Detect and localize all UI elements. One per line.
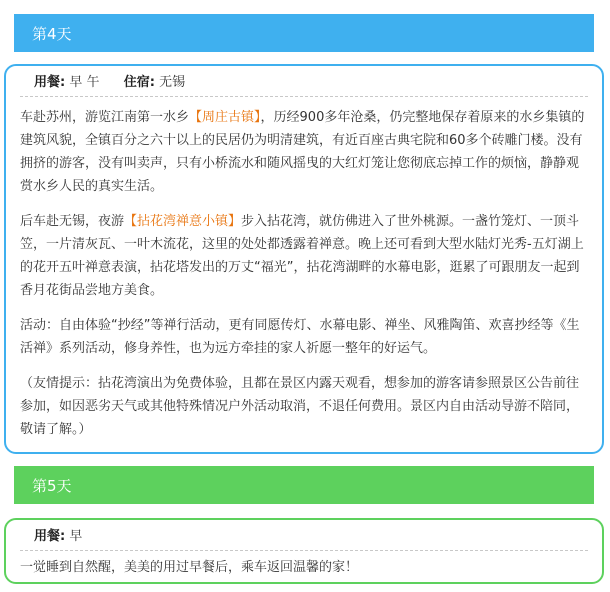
day4-paragraph-activities: 活动：自由体验“抄经”等禅行活动，更有同愿传灯、水幕电影、禅坐、风雅陶笛、欢喜抄经等《生活禅》系列活动，修身养性，也为远方牵挂的家人祈愿一整年的好运气。 bbox=[20, 318, 580, 356]
day5-info-row bbox=[20, 524, 588, 551]
zhouzhuang-highlight: 【周庄古镇】 bbox=[189, 110, 261, 125]
day4-paragraph-zhouzhuang: 车赴苏州，游览江南第一水乡【周庄古镇】，历经900多年沧桑，仍完整地保存着原来的水乡集镇的建筑风貌，全镇百分之六十以上的民居仍为明清建筑，有近百座古典宅院和60多个砖雕门楼。没有拥挤的游客，没有叫卖声，只有小桥流水和随风摇曳的大红灯笼让您彻底忘掉工作的烦恼，静静观赏水乡人民的真实生活。 bbox=[20, 110, 585, 194]
day5-card bbox=[4, 518, 604, 584]
stay-label: 住宿: bbox=[123, 75, 155, 90]
meals-label: 用餐: bbox=[34, 75, 66, 90]
day5-title: 第5天 bbox=[32, 476, 72, 495]
day5-paragraph-return: 一觉睡到自然醒，美美的用过早餐后，乘车返回温馨的家！ bbox=[20, 560, 359, 575]
day4-title: 第4天 bbox=[32, 24, 72, 43]
day4-header bbox=[14, 14, 594, 52]
day4-card bbox=[4, 64, 604, 454]
nianhuawan-highlight: 【拈花湾禅意小镇】 bbox=[124, 214, 242, 229]
day5-header bbox=[14, 466, 594, 504]
stay-value: 无锡 bbox=[159, 75, 186, 90]
day5-meals-label: 用餐: bbox=[34, 529, 66, 544]
day4-info-row bbox=[20, 70, 588, 97]
day5-meals-value: 早 bbox=[69, 529, 83, 544]
meals-value: 早 午 bbox=[69, 75, 100, 90]
day4-paragraph-nianhuawan: 后车赴无锡，夜游【拈花湾禅意小镇】步入拈花湾，就仿佛进入了世外桃源。一盏竹笼灯、一顶斗笠，一片清灰瓦、一叶木流花，这里的处处都透露着禅意。晚上还可看到大型水陆灯光秀-五灯湖上的花开五叶禅意表演，拈花塔发出的万丈“福光”，拈花湾湖畔的水幕电影，逛累了可跟朋友一起到香月花街品尝地方美食。 bbox=[20, 214, 584, 298]
day4-paragraph-tips: （友情提示：拈花湾演出为免费体验，且都在景区内露天观看，想参加的游客请参照景区公告前往参加，如因恶劣天气或其他特殊情况户外活动取消，不退任何费用。景区内自由活动导游不陪同，敬请了解。） bbox=[20, 376, 580, 437]
